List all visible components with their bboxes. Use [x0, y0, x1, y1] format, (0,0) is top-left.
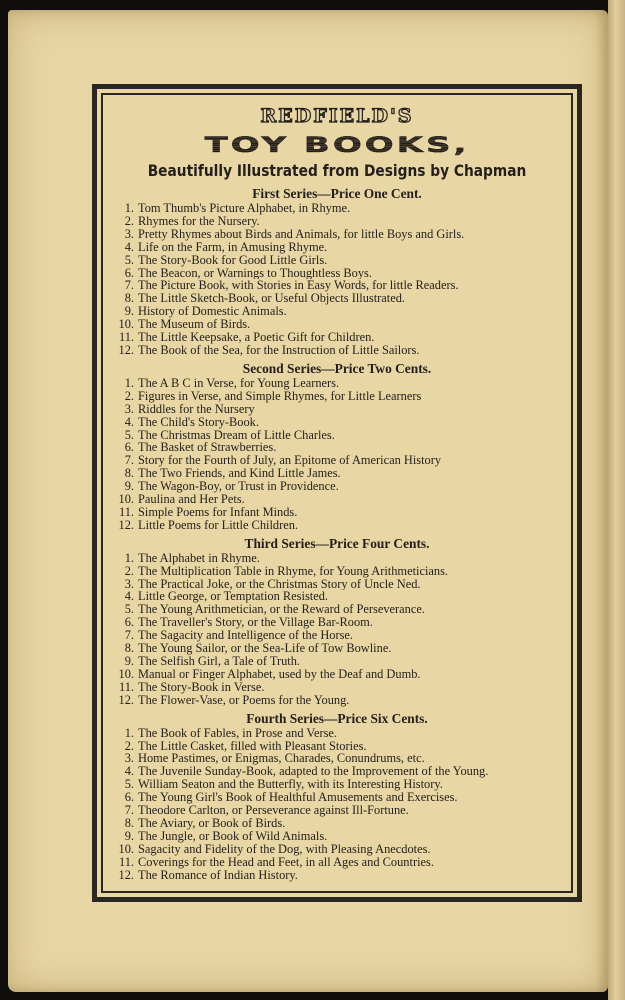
list-item-number: 10. — [118, 492, 134, 507]
list-item-number: 11. — [118, 679, 134, 694]
list-item — [112, 694, 562, 707]
list-item — [112, 804, 562, 817]
list-item — [112, 377, 562, 390]
list-item — [112, 642, 562, 655]
list-item — [112, 519, 562, 532]
list-item — [112, 616, 562, 629]
list-item-number: 7. — [124, 278, 134, 293]
list-item — [112, 565, 562, 578]
list-item — [112, 655, 562, 668]
list-item-number: 12. — [118, 867, 134, 882]
list-item — [112, 305, 562, 318]
list-item-title: The Multiplication Table in Rhyme, for Young Arithmeticians. — [138, 564, 449, 578]
list-item-title: The Museum of Birds. — [138, 318, 251, 332]
list-item-number: 4. — [124, 764, 134, 779]
list-item-number: 2. — [124, 388, 134, 403]
list-item — [112, 740, 562, 753]
list-item — [112, 241, 562, 254]
list-item — [112, 254, 562, 267]
list-item-number: 9. — [124, 828, 134, 843]
list-item — [112, 603, 562, 616]
list-item-title: The Little Sketch-Book, or Useful Objects Illustrated. — [138, 292, 406, 306]
list-item-number: 2. — [124, 563, 134, 578]
list-item — [112, 292, 562, 305]
series-heading: First Series—Price One Cent. — [252, 186, 422, 201]
list-item-number: 12. — [118, 342, 134, 357]
list-item-title: Home Pastimes, or Enigmas, Charades, Conundrums, etc. — [138, 752, 425, 766]
list-item-title: Theodore Carlton, or Perseverance against Ill-Fortune. — [138, 804, 409, 817]
list-item-number: 9. — [124, 654, 134, 668]
list-item-title: The Young Sailor, or the Sea-Life of Tow Bowline. — [138, 642, 392, 655]
publisher-heading: REDFIELD'S — [260, 105, 414, 127]
list-item-title: The Sagacity and Intelligence of the Horse. — [138, 629, 354, 643]
list-item-title: The Juvenile Sunday-Book, adapted to the Improvement of the Young. — [138, 765, 489, 779]
list-item-title: Sagacity and Fidelity of the Dog, with Pleasing Anecdotes. — [138, 842, 431, 856]
list-item-number: 8. — [124, 291, 134, 306]
list-item-title: The Little Casket, filled with Pleasant Stories. — [138, 739, 367, 753]
list-item-number: 5. — [124, 602, 134, 617]
list-item — [112, 429, 562, 442]
list-item-number: 3. — [124, 401, 134, 416]
list-item-title: The Book of Fables, in Prose and Verse. — [138, 726, 338, 740]
list-item — [112, 830, 562, 843]
series-heading: Third Series—Price Four Cents. — [244, 535, 430, 551]
list-item — [112, 202, 562, 215]
list-item — [112, 843, 562, 856]
list-item-number: 6. — [124, 440, 134, 455]
list-item — [112, 668, 562, 681]
list-item-number: 8. — [124, 641, 134, 656]
list-item-number: 5. — [124, 252, 134, 267]
list-item-number: 11. — [118, 854, 134, 869]
list-item-title: History of Domestic Animals. — [138, 305, 287, 319]
list-item-number: 1. — [124, 550, 134, 565]
list-item — [112, 344, 562, 357]
series-heading: Fourth Series—Price Six Cents. — [246, 710, 428, 726]
list-item-title: The Flower-Vase, or Poems for the Young. — [138, 693, 350, 707]
list-item-title: Life on the Farm, in Amusing Rhyme. — [138, 240, 328, 254]
list-item-title: The Picture Book, with Stories in Easy Words, for little Readers. — [138, 279, 459, 293]
list-item-number: 7. — [124, 628, 134, 643]
list-item — [112, 390, 562, 403]
list-item-number: 3. — [124, 576, 134, 591]
list-item-title: Manual or Finger Alphabet, used by the Deaf and Dumb. — [138, 667, 421, 681]
list-item-title: Rhymes for the Nursery. — [138, 214, 260, 228]
list-item-number: 5. — [124, 427, 134, 442]
list-item — [112, 869, 562, 882]
list-item-number: 2. — [124, 213, 134, 228]
list-item — [112, 416, 562, 429]
list-item-title: The Young Arithmetician, or the Reward of Perseverance. — [138, 603, 425, 617]
list-item-title: The Book of the Sea, for the Instruction of Little Sailors. — [138, 343, 420, 357]
list-item-number: 9. — [124, 479, 134, 494]
list-item-title: The Alphabet in Rhyme. — [138, 551, 260, 565]
list-item-title: The Story-Book for Good Little Girls. — [138, 253, 328, 267]
list-item-number: 12. — [118, 517, 134, 532]
list-item-title: The Christmas Dream of Little Charles. — [138, 428, 335, 442]
list-item — [112, 681, 562, 694]
list-item-number: 4. — [124, 414, 134, 429]
list-item-title: The Young Girl's Book of Healthful Amusements and Exercises. — [138, 791, 458, 805]
list-item-number: 10. — [118, 666, 134, 681]
list-item-title: The Two Friends, and Kind Little James. — [138, 467, 341, 481]
list-item — [112, 267, 562, 280]
list-item — [112, 765, 562, 778]
list-item-title: Tom Thumb's Picture Alphabet, in Rhyme. — [138, 202, 351, 215]
list-item-title: Paulina and Her Pets. — [138, 493, 245, 506]
list-item — [112, 506, 562, 519]
series-list — [112, 185, 562, 882]
list-item — [112, 629, 562, 642]
list-item — [112, 279, 562, 292]
list-item-number: 11. — [118, 504, 134, 519]
book-spine-edge — [608, 0, 625, 1000]
list-item-number: 1. — [124, 201, 134, 215]
list-item-title: Little George, or Temptation Resisted. — [138, 590, 329, 604]
list-item — [112, 454, 562, 467]
list-item-title: The Selfish Girl, a Tale of Truth. — [138, 655, 301, 668]
list-item — [112, 215, 562, 228]
list-item — [112, 467, 562, 480]
list-item-number: 1. — [124, 375, 134, 390]
list-item — [112, 228, 562, 241]
list-item-number: 7. — [124, 803, 134, 818]
list-item-title: Coverings for the Head and Feet, in all Ages and Countries. — [138, 855, 434, 869]
list-item-title: The Beacon, or Warnings to Thoughtless Boys. — [138, 266, 372, 280]
list-item — [112, 331, 562, 344]
list-item-title: Figures in Verse, and Simple Rhymes, for Little Learners — [138, 389, 422, 403]
list-item-number: 8. — [124, 466, 134, 481]
list-item-title: William Seaton and the Butterfly, with its Interesting History. — [138, 778, 443, 792]
list-item-number: 12. — [118, 692, 134, 707]
list-item-number: 6. — [124, 265, 134, 280]
list-item-number: 9. — [124, 304, 134, 319]
list-item-number: 1. — [124, 725, 134, 740]
list-item-title: The Aviary, or Book of Birds. — [138, 816, 286, 830]
list-item-number: 3. — [124, 226, 134, 241]
list-item — [112, 590, 562, 603]
list-item-number: 7. — [124, 453, 134, 468]
list-item-number: 3. — [124, 751, 134, 766]
list-item — [112, 791, 562, 804]
list-item-title: The Little Keepsake, a Poetic Gift for Children. — [138, 331, 375, 344]
list-item-title: The Wagon-Boy, or Trust in Providence. — [138, 480, 339, 494]
list-item — [112, 403, 562, 416]
page-title: TOY BOOKS, — [112, 134, 562, 156]
list-item-number: 10. — [118, 841, 134, 856]
list-item-title: The Child's Story-Book. — [138, 415, 259, 429]
list-item-title: The Practical Joke, or the Christmas Story of Uncle Ned. — [138, 577, 421, 591]
list-item-title: Simple Poems for Infant Minds. — [138, 505, 298, 519]
page-subtitle: Beautifully Illustrated from Designs by Chapman — [147, 161, 527, 180]
list-item — [112, 493, 562, 506]
list-item — [112, 578, 562, 591]
series-book-list — [112, 552, 562, 707]
list-item — [112, 817, 562, 830]
series-book-list — [112, 202, 562, 357]
list-item — [112, 727, 562, 740]
list-item-number: 4. — [124, 589, 134, 604]
list-item — [112, 552, 562, 565]
list-item-number: 8. — [124, 815, 134, 830]
list-item — [112, 752, 562, 765]
list-item-title: The Traveller's Story, or the Village Bar-Room. — [138, 616, 373, 630]
list-item-title: The Romance of Indian History. — [138, 868, 298, 882]
list-item-number: 4. — [124, 239, 134, 254]
list-item-number: 6. — [124, 790, 134, 805]
list-item-title: The Story-Book in Verse. — [138, 680, 265, 694]
list-item — [112, 480, 562, 493]
advertisement-content — [112, 104, 562, 882]
list-item — [112, 778, 562, 791]
list-item-title: Little Poems for Little Children. — [138, 518, 299, 532]
list-item-title: Pretty Rhymes about Birds and Animals, for little Boys and Girls. — [138, 227, 465, 241]
list-item-title: Story for the Fourth of July, an Epitome of American History — [138, 454, 442, 468]
list-item-title: The Basket of Strawberries. — [138, 441, 277, 455]
list-item-number: 11. — [118, 330, 134, 345]
list-item-title: The A B C in Verse, for Young Learners. — [138, 376, 340, 390]
list-item-title: Riddles for the Nursery — [138, 402, 255, 416]
list-item-number: 5. — [124, 777, 134, 792]
list-item — [112, 318, 562, 331]
list-item-number: 2. — [124, 738, 134, 753]
list-item-number: 10. — [118, 317, 134, 332]
list-item — [112, 441, 562, 454]
series-heading: Second Series—Price Two Cents. — [242, 360, 432, 376]
series-book-list — [112, 377, 562, 532]
series-book-list — [112, 727, 562, 882]
list-item-number: 6. — [124, 615, 134, 630]
list-item-title: The Jungle, or Book of Wild Animals. — [138, 829, 328, 843]
list-item — [112, 856, 562, 869]
